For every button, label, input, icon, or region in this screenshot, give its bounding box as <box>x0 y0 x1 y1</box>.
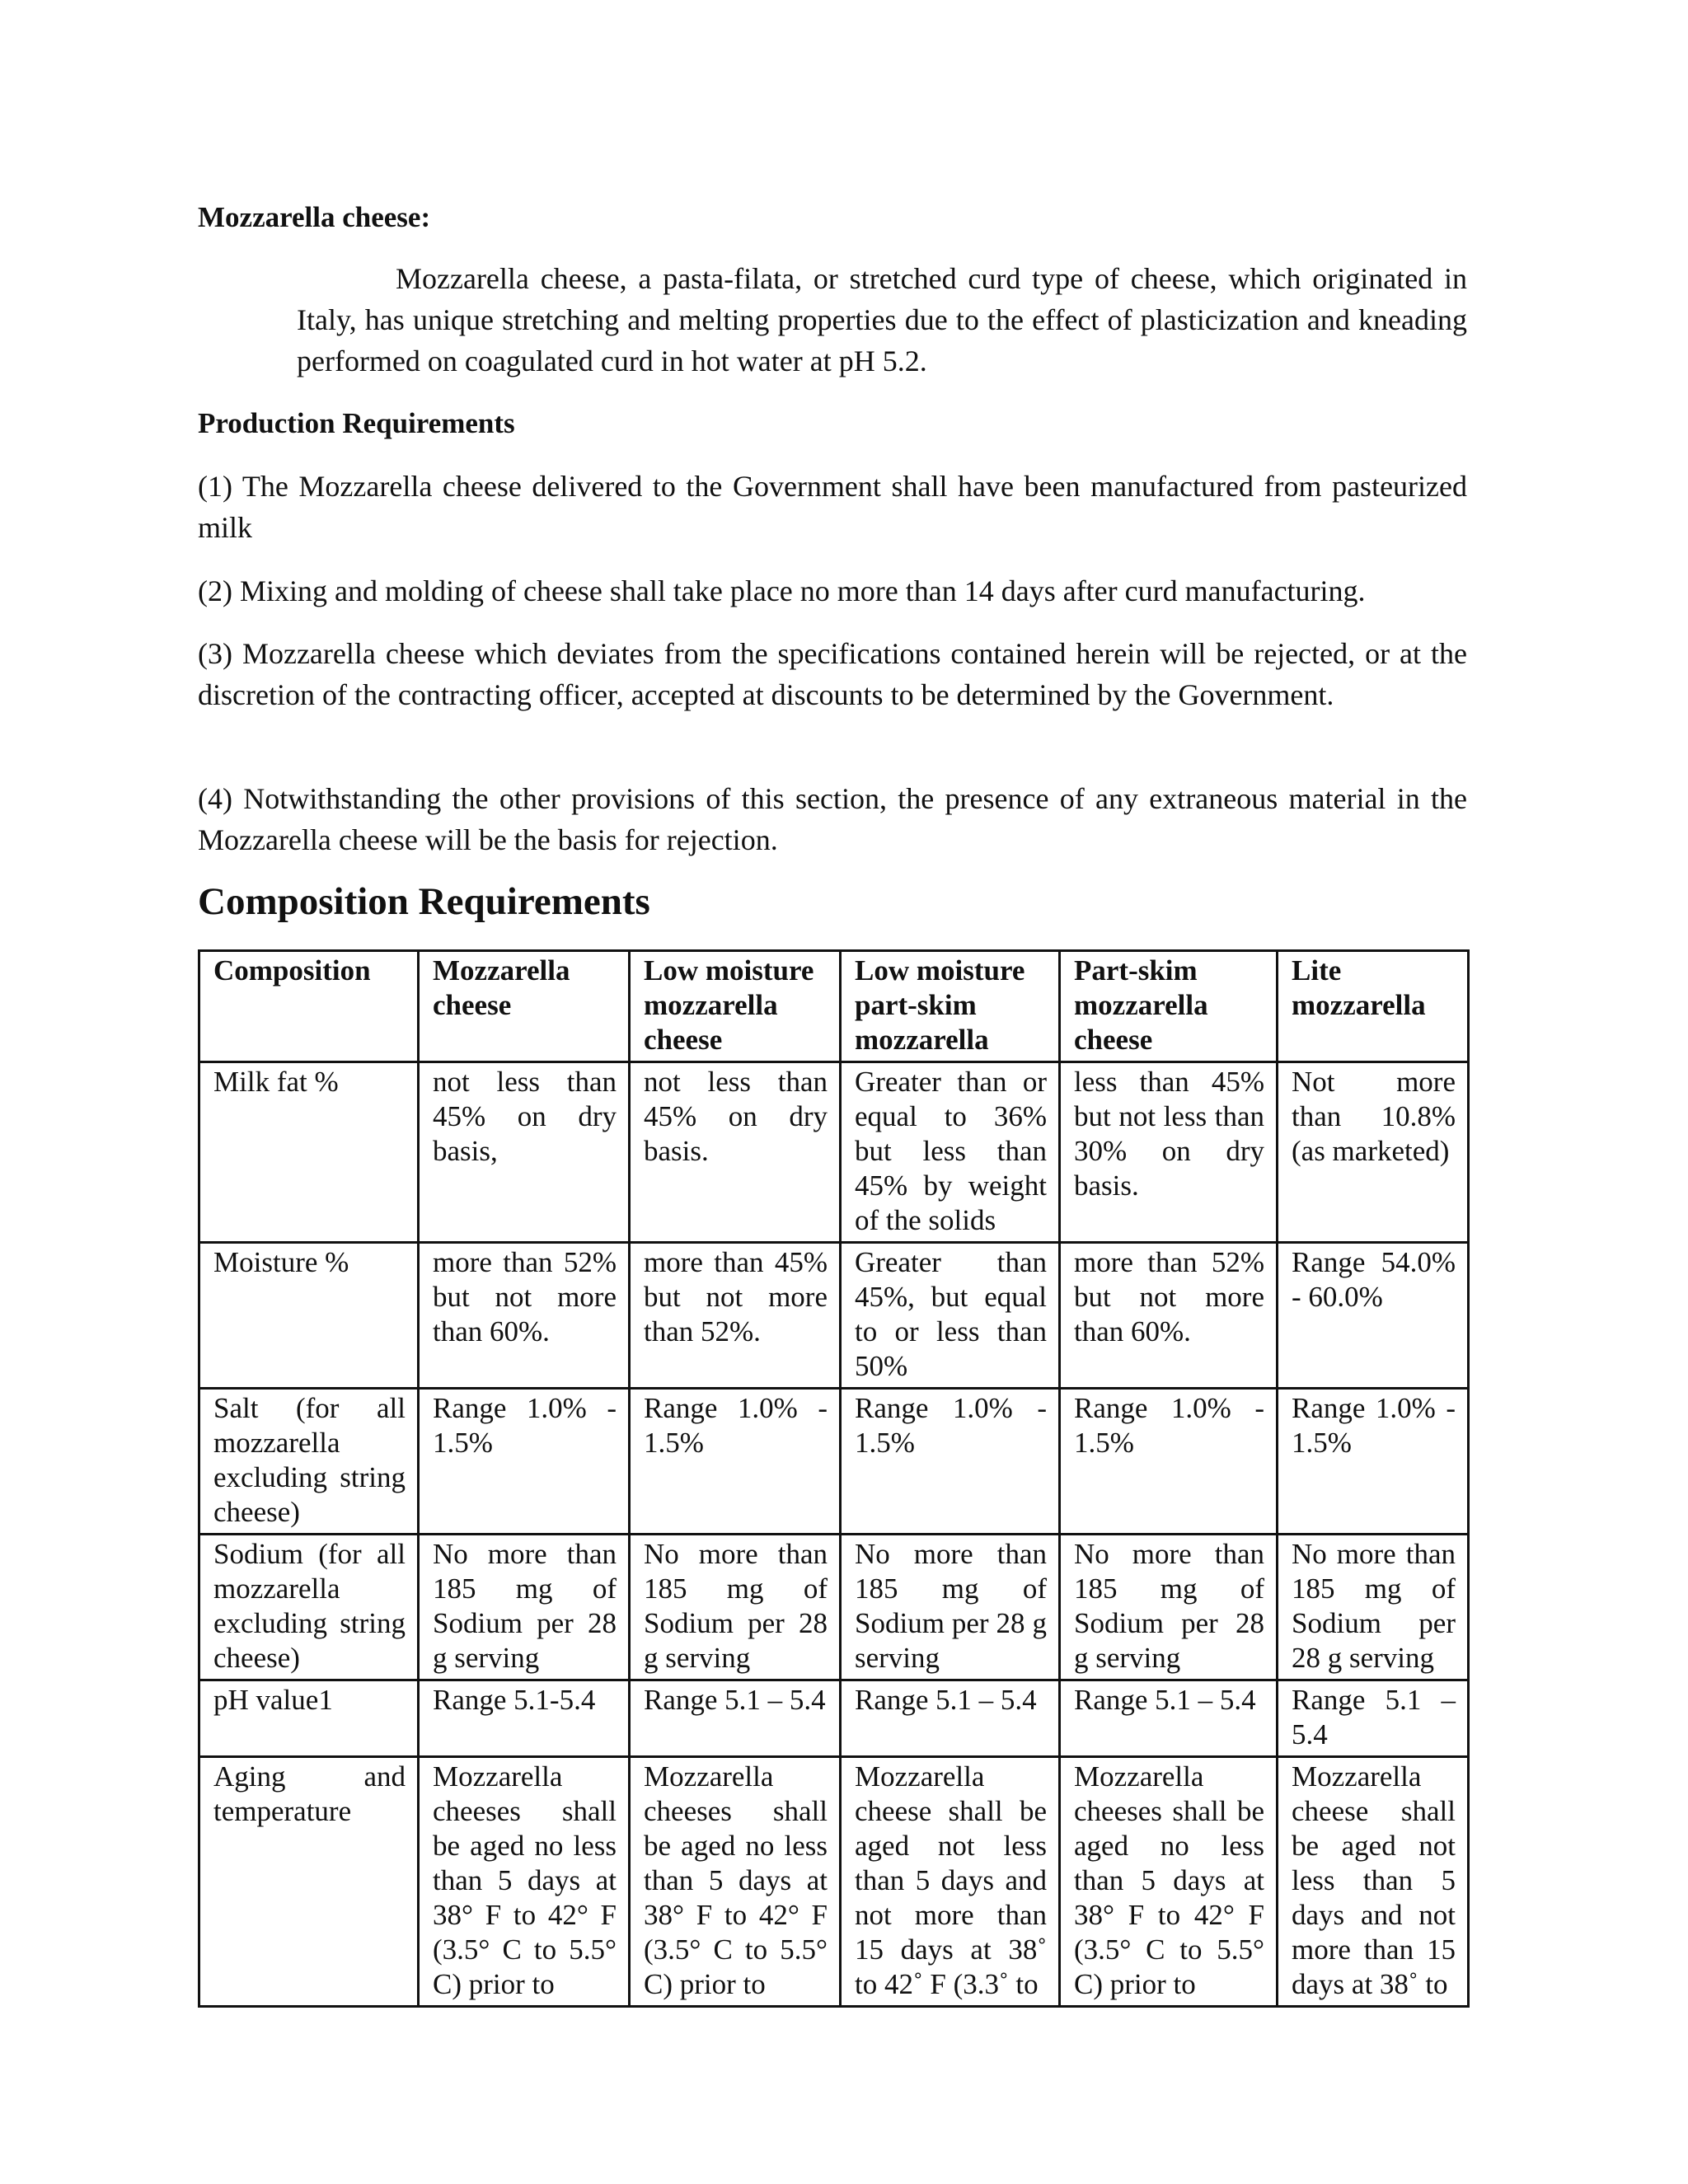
table-cell: Range 1.0% - 1.5% <box>419 1389 630 1535</box>
column-header-low-moisture-part-skim: Low moisture part-skim mozzarella <box>841 951 1060 1062</box>
table-cell: less than 45% but not less than 30% on dry basis. <box>1060 1062 1278 1243</box>
table-cell: Mozzarella cheeses shall be aged no less than 5 days at 38° F to 42° F (3.5° C to 5.5° C) prior to <box>1060 1757 1278 2007</box>
table-cell: No more than 185 mg of Sodium per 28 g serving <box>630 1535 841 1680</box>
table-cell: not less than 45% on dry basis, <box>419 1062 630 1243</box>
table-cell: not less than 45% on dry basis. <box>630 1062 841 1243</box>
table-cell: more than 52% but not more than 60%. <box>419 1243 630 1389</box>
table-cell: Range 5.1-5.4 <box>419 1680 630 1757</box>
table-cell: Not more than 10.8% (as marketed) <box>1278 1062 1469 1243</box>
column-header-composition: Composition <box>199 951 419 1062</box>
production-requirement-2: (2) Mixing and molding of cheese shall take place no more than 14 days after curd manufacturing. <box>198 574 1366 607</box>
section-heading-production: Production Requirements <box>198 407 515 439</box>
row-label: Milk fat % <box>199 1062 419 1243</box>
table-cell: more than 45% but not more than 52%. <box>630 1243 841 1389</box>
table-cell: Mozzarella cheese shall be aged not less than 5 days and not more than 15 days at 38˚ to 42˚ F (3.3˚ to <box>841 1757 1060 2007</box>
row-label: pH value1 <box>199 1680 419 1757</box>
row-label: Aging and temperature <box>199 1757 419 2007</box>
column-header-part-skim: Part-skim mozzarella cheese <box>1060 951 1278 1062</box>
row-label: Moisture % <box>199 1243 419 1389</box>
table-row-milk-fat <box>199 1062 1469 1243</box>
table-cell: Range 5.1 – 5.4 <box>630 1680 841 1757</box>
table-cell: Range 5.1 – 5.4 <box>1060 1680 1278 1757</box>
table-row-sodium <box>199 1535 1469 1680</box>
intro-paragraph: Mozzarella cheese, a pasta-filata, or stretched curd type of cheese, which originated in Italy, has unique stretching and melting properties due to the effect of plasticization and kneading performed on coagulated curd in hot water at pH 5.2. <box>297 262 1467 377</box>
table-cell: Mozzarella cheeses shall be aged no less than 5 days at 38° F to 42° F (3.5° C to 5.5° C) prior to <box>419 1757 630 2007</box>
column-header-low-moisture: Low moisture mozzarella cheese <box>630 951 841 1062</box>
table-cell: No more than 185 mg of Sodium per 28 g serving <box>1060 1535 1278 1680</box>
table-cell: Mozzarella cheese shall be aged not less than 5 days and not more than 15 days at 38˚ to <box>1278 1757 1469 2007</box>
table-cell: Greater than 45%, but equal to or less than 50% <box>841 1243 1060 1389</box>
row-label: Salt (for all mozzarella excluding string cheese) <box>199 1389 419 1535</box>
production-requirement-3: (3) Mozzarella cheese which deviates from the specifications contained herein will be rejected, or at the discretion of the contracting officer, accepted at discounts to be determined by the Government. <box>198 637 1467 711</box>
table-cell: Range 1.0% - 1.5% <box>841 1389 1060 1535</box>
table-row-aging <box>199 1757 1469 2007</box>
table-cell: No more than 185 mg of Sodium per 28 g serving <box>419 1535 630 1680</box>
column-header-lite: Lite mozzarella <box>1278 951 1469 1062</box>
table-cell: Range 5.1 – 5.4 <box>1278 1680 1469 1757</box>
table-cell: Greater than or equal to 36% but less than 45% by weight of the solids <box>841 1062 1060 1243</box>
row-label: Sodium (for all mozzarella excluding string cheese) <box>199 1535 419 1680</box>
table-cell: Range 1.0% - 1.5% <box>630 1389 841 1535</box>
table-cell: No more than 185 mg of Sodium per 28 g serving <box>841 1535 1060 1680</box>
table-cell: Range 1.0% - 1.5% <box>1278 1389 1469 1535</box>
section-heading-mozzarella: Mozzarella cheese: <box>198 201 431 233</box>
table-row-moisture <box>199 1243 1469 1389</box>
table-cell: more than 52% but not more than 60%. <box>1060 1243 1278 1389</box>
composition-table <box>198 949 1470 2008</box>
section-heading-composition: Composition Requirements <box>198 880 650 923</box>
production-requirement-1: (1) The Mozzarella cheese delivered to the Government shall have been manufactured from pasteurized milk <box>198 470 1467 544</box>
column-header-mozzarella: Mozzarella cheese <box>419 951 630 1062</box>
table-row-ph <box>199 1680 1469 1757</box>
table-cell: Range 5.1 – 5.4 <box>841 1680 1060 1757</box>
production-requirement-4: (4) Notwithstanding the other provisions of this section, the presence of any extraneous material in the Mozzarella cheese will be the basis for rejection. <box>198 782 1467 856</box>
table-cell: Range 54.0% - 60.0% <box>1278 1243 1469 1389</box>
table-cell: Range 1.0% - 1.5% <box>1060 1389 1278 1535</box>
table-cell: Mozzarella cheeses shall be aged no less than 5 days at 38° F to 42° F (3.5° C to 5.5° C) prior to <box>630 1757 841 2007</box>
table-header-row <box>199 951 1469 1062</box>
table-row-salt <box>199 1389 1469 1535</box>
table-cell: No more than 185 mg of Sodium per 28 g serving <box>1278 1535 1469 1680</box>
